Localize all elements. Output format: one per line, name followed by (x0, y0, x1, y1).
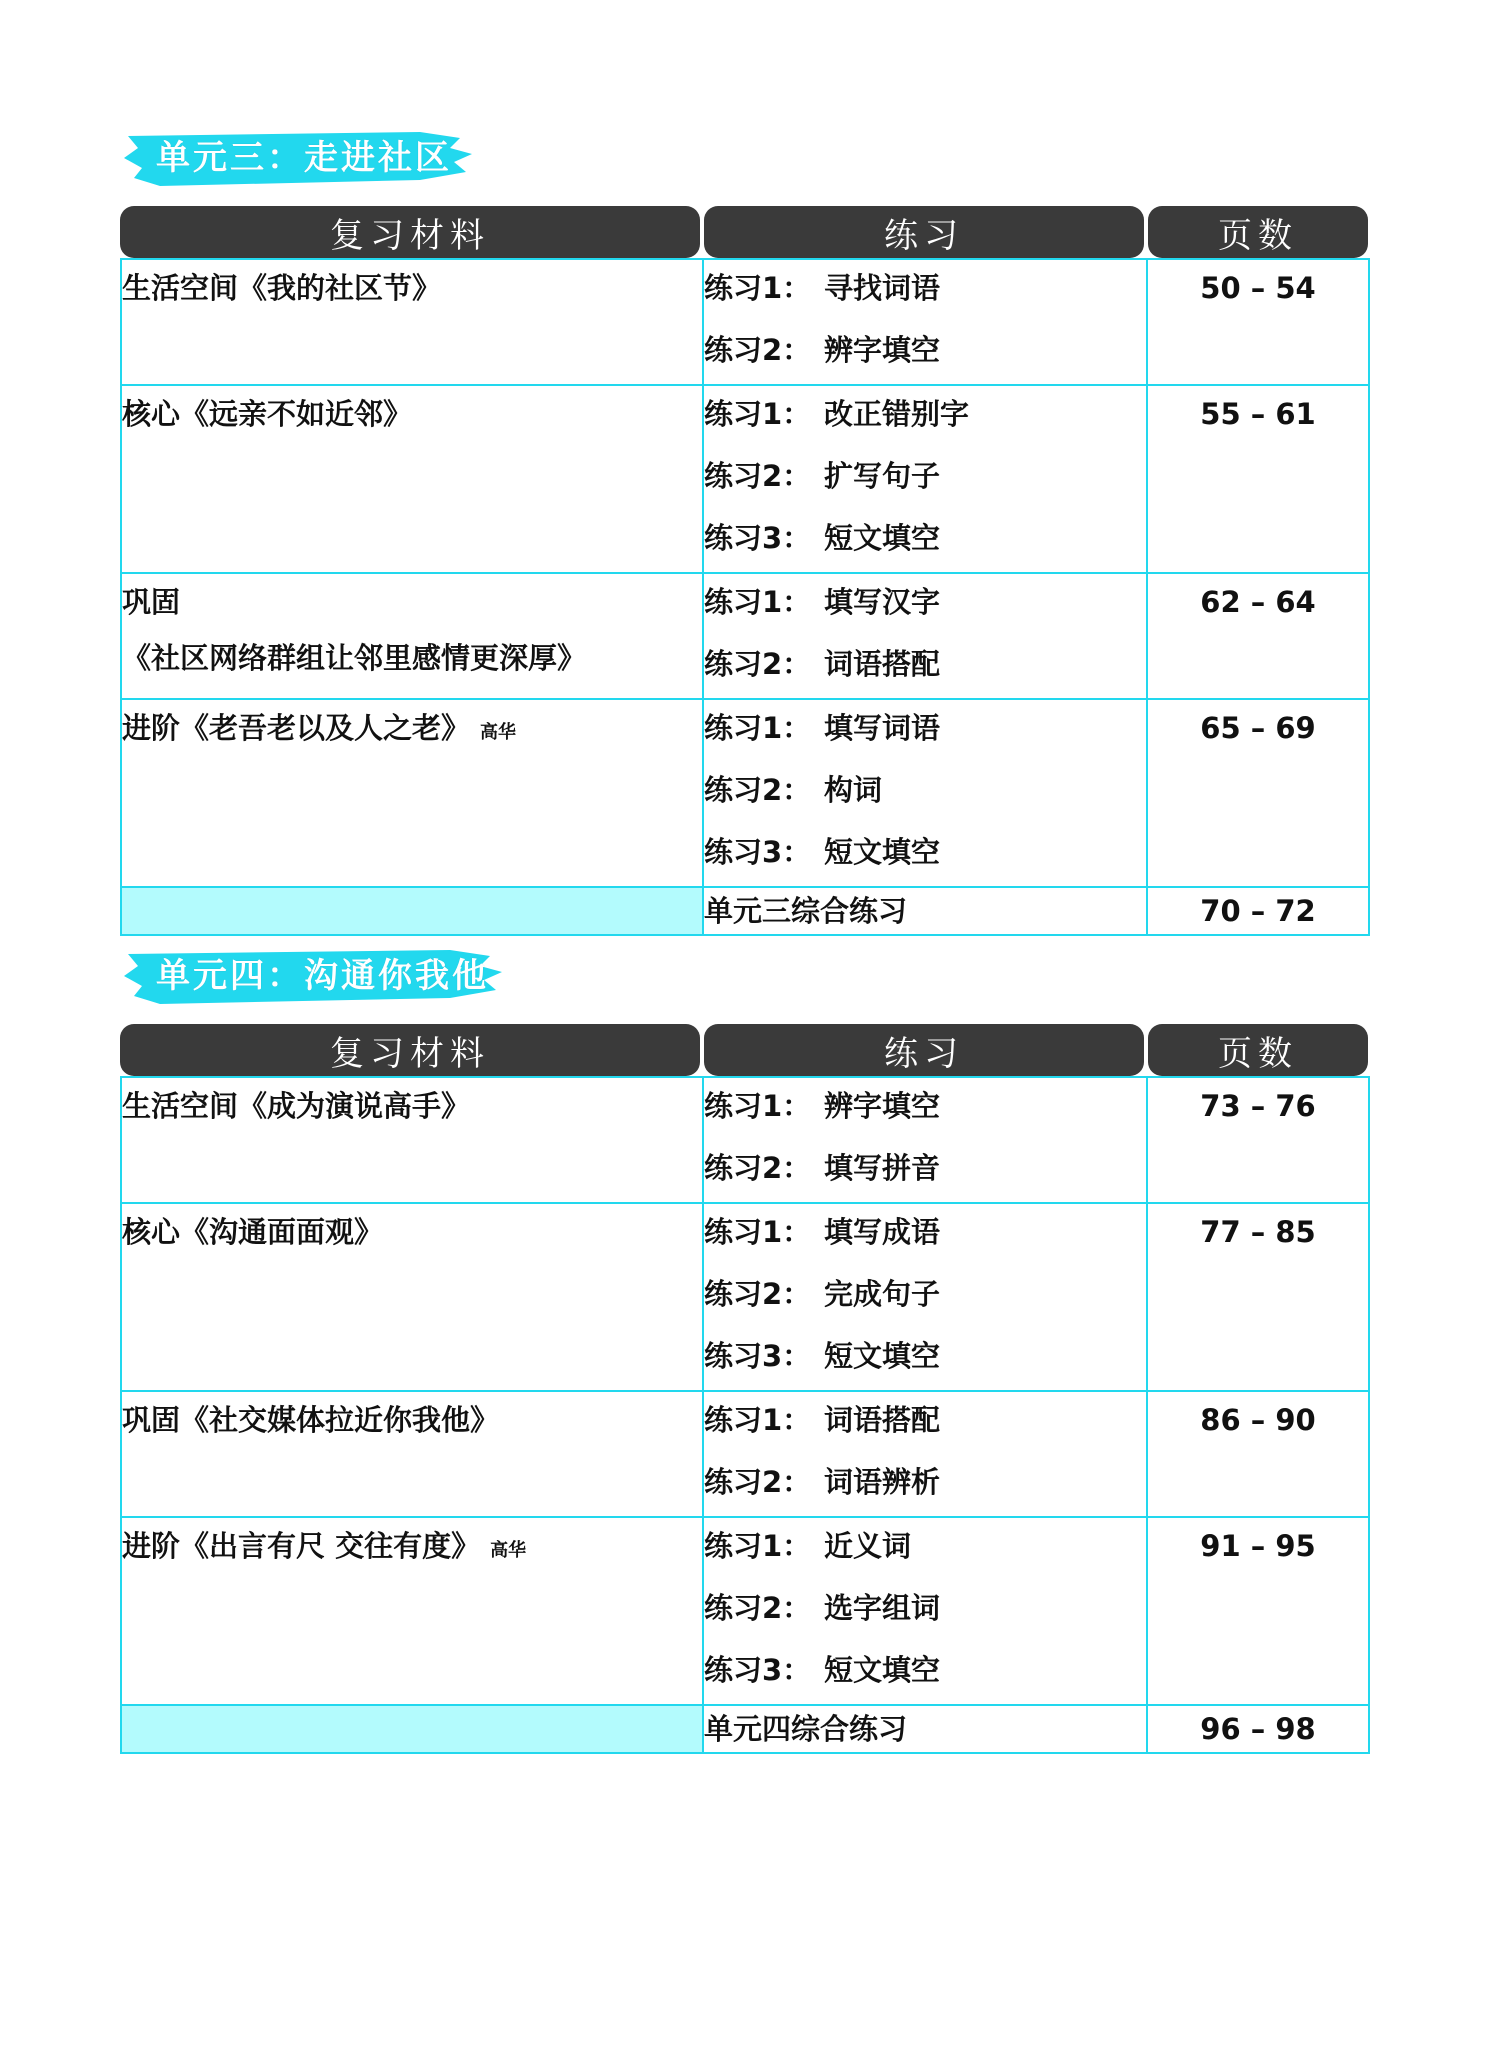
exercise-item: 练习1： 近义词 (704, 1529, 912, 1563)
material-cell (121, 259, 703, 385)
contents-table (120, 1076, 1370, 1754)
header-material: 复习材料 (120, 206, 700, 258)
unit-title: 单元四：沟通你我他 (156, 956, 489, 996)
material-cell (121, 1517, 703, 1705)
pages-cell: 77 – 85 (1147, 1203, 1369, 1391)
header-exercise: 练习 (704, 206, 1144, 258)
unit-title-banner (120, 946, 1368, 1012)
material-cell (121, 1203, 703, 1391)
pages-cell: 73 – 76 (1147, 1077, 1369, 1203)
summary-cell: 单元四综合练习 (703, 1705, 1147, 1753)
exercise-cell (703, 1077, 1147, 1203)
material-cell (121, 385, 703, 573)
exercise-item: 练习2： 辨字填空 (704, 333, 941, 367)
summary-pages-cell: 70 – 72 (1147, 887, 1369, 935)
material-title: 生活空间《成为演说高手》 (122, 1089, 471, 1123)
material-title: 生活空间《我的社区节》 (122, 271, 442, 305)
summary-pages-cell: 96 – 98 (1147, 1705, 1369, 1753)
pages-cell: 62 – 64 (1147, 573, 1369, 699)
table-row (121, 1517, 1369, 1705)
exercise-item: 练习1： 填写词语 (704, 711, 941, 745)
table-row (121, 1391, 1369, 1517)
table-row (121, 573, 1369, 699)
unit-title-banner (120, 128, 1368, 194)
exercise-item: 练习3： 短文填空 (704, 1339, 941, 1373)
summary-fill-cell (121, 1705, 703, 1753)
exercise-cell (703, 259, 1147, 385)
exercise-item: 练习1： 寻找词语 (704, 271, 941, 305)
summary-row (121, 1705, 1369, 1753)
exercise-cell (703, 1391, 1147, 1517)
material-cell (121, 1077, 703, 1203)
exercise-item: 练习2： 扩写句子 (704, 459, 941, 493)
table-row (121, 699, 1369, 887)
pages-cell: 50 – 54 (1147, 259, 1369, 385)
exercise-item: 练习1： 填写成语 (704, 1215, 941, 1249)
material-title: 进阶《老吾老以及人之老》 (122, 711, 471, 745)
pages-cell: 65 – 69 (1147, 699, 1369, 887)
exercise-item: 练习3： 短文填空 (704, 835, 941, 869)
material-title: 巩固《社交媒体拉近你我他》 (122, 1403, 500, 1437)
header-material: 复习材料 (120, 1024, 700, 1076)
table-header (120, 1024, 1368, 1076)
exercise-item: 练习2： 词语搭配 (704, 647, 941, 681)
header-exercise: 练习 (704, 1024, 1144, 1076)
table-row (121, 259, 1369, 385)
exercise-item: 练习2： 构词 (704, 773, 883, 807)
level-note: 高华 (490, 1540, 527, 1561)
exercise-item: 练习3： 短文填空 (704, 1653, 941, 1687)
table-row (121, 1077, 1369, 1203)
exercise-cell (703, 1203, 1147, 1391)
pages-cell: 86 – 90 (1147, 1391, 1369, 1517)
exercise-cell (703, 573, 1147, 699)
unit-title: 单元三：走进社区 (156, 138, 452, 178)
material-title-line2: 《社区网络群组让邻里感情更深厚》 (122, 641, 587, 675)
material-title: 进阶《出言有尺 交往有度》 (122, 1529, 481, 1563)
summary-cell: 单元三综合练习 (703, 887, 1147, 935)
contents-table (120, 258, 1370, 936)
exercise-cell (703, 699, 1147, 887)
table-row (121, 1203, 1369, 1391)
pages-cell: 91 – 95 (1147, 1517, 1369, 1705)
summary-row (121, 887, 1369, 935)
exercise-item: 练习1： 辨字填空 (704, 1089, 941, 1123)
unit-section-4 (120, 946, 1368, 1754)
exercise-item: 练习2： 完成句子 (704, 1277, 941, 1311)
table-header (120, 206, 1368, 258)
exercise-item: 练习2： 填写拼音 (704, 1151, 941, 1185)
material-cell (121, 699, 703, 887)
exercise-item: 练习2： 词语辨析 (704, 1465, 941, 1499)
pages-cell: 55 – 61 (1147, 385, 1369, 573)
exercise-item: 练习3： 短文填空 (704, 521, 941, 555)
material-title: 核心《远亲不如近邻》 (122, 397, 413, 431)
header-pages: 页数 (1148, 206, 1368, 258)
exercise-item: 练习1： 词语搭配 (704, 1403, 941, 1437)
unit-section-3 (120, 128, 1368, 936)
material-title: 核心《沟通面面观》 (122, 1215, 384, 1249)
exercise-item: 练习1： 改正错别字 (704, 397, 970, 431)
material-cell (121, 573, 703, 699)
material-title: 巩固 (122, 585, 181, 619)
summary-fill-cell (121, 887, 703, 935)
level-note: 高华 (480, 722, 517, 743)
header-pages: 页数 (1148, 1024, 1368, 1076)
exercise-cell (703, 385, 1147, 573)
table-row (121, 385, 1369, 573)
exercise-item: 练习1： 填写汉字 (704, 585, 941, 619)
exercise-item: 练习2： 选字组词 (704, 1591, 941, 1625)
material-cell (121, 1391, 703, 1517)
exercise-cell (703, 1517, 1147, 1705)
